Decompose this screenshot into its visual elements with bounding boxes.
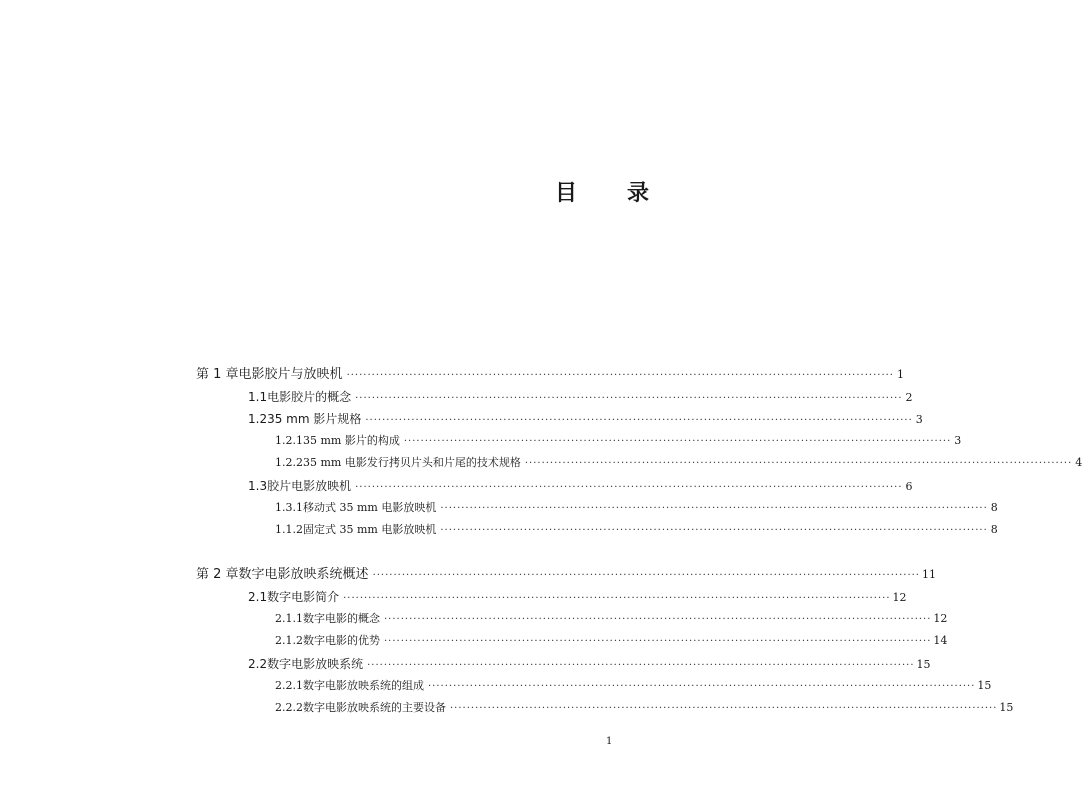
leader-dots: ··································································································································· <box>440 525 988 536</box>
toc-entry-number: 1.2 <box>248 412 268 426</box>
toc-entry-title: 数字电影放映系统的主要设备 <box>303 701 446 714</box>
toc-entry-section-1-1[interactable] <box>248 387 913 407</box>
toc-entry-title: 35 mm 电影发行拷贝片头和片尾的技术规格 <box>303 456 521 469</box>
toc-entry-number: 1.3 <box>248 479 268 493</box>
toc-entry-number: 2.2.1 <box>275 679 303 692</box>
leader-dots: ··································································································································· <box>355 482 903 493</box>
leader-dots: ··································································································································· <box>343 593 891 604</box>
toc-entry-number: 1.2.2 <box>275 456 303 469</box>
toc-entry-number: 2.2 <box>248 657 268 671</box>
toc-entry-title: 胶片电影放映机 <box>267 479 352 493</box>
toc-entry-title: 电影胶片与放映机 <box>238 367 343 382</box>
toc-entry-page: 8 <box>990 501 998 514</box>
leader-dots: ··································································································································· <box>346 370 894 381</box>
toc-entry-title: 数字电影放映系统的组成 <box>303 679 424 692</box>
leader-dots: ··································································································································· <box>428 681 976 692</box>
toc-entry-title: 35 mm 影片规格 <box>267 412 362 426</box>
toc-entry-chapter-1[interactable] <box>196 365 904 385</box>
toc-entry-title: 电影胶片的概念 <box>267 390 352 404</box>
leader-dots: ··································································································································· <box>365 415 913 426</box>
toc-entry-number: 1.1 <box>248 390 268 404</box>
toc-entry-page: 1 <box>896 368 904 381</box>
toc-entry-subsection-2-1-1[interactable] <box>275 609 948 629</box>
toc-entry-title: 固定式 35 mm 电影放映机 <box>303 523 437 536</box>
leader-dots: ··································································································································· <box>384 614 932 625</box>
toc-entry-page: 8 <box>990 523 998 536</box>
toc-entry-page: 12 <box>892 591 907 604</box>
leader-dots: ··································································································································· <box>524 458 1073 469</box>
toc-entry-section-2-2[interactable] <box>248 654 931 674</box>
toc-entry-subsection-2-2-1[interactable] <box>275 676 992 696</box>
toc-entry-number: 2.1.1 <box>275 612 303 625</box>
toc-entry-title: 数字电影的优势 <box>303 634 380 647</box>
toc-entry-title: 数字电影放映系统概述 <box>238 567 369 582</box>
toc-entry-number: 第 1 章 <box>196 367 239 382</box>
toc-entry-title: 移动式 35 mm 电影放映机 <box>303 501 437 514</box>
toc-entry-number: 2.2.2 <box>275 701 303 714</box>
toc-entry-section-1-2[interactable] <box>248 409 923 429</box>
toc-entry-number: 1.2.1 <box>275 434 303 447</box>
toc-entry-title: 35 mm 影片的构成 <box>303 434 400 447</box>
page-title: 目 录 <box>555 181 664 206</box>
toc-entry-section-2-1[interactable] <box>248 587 907 607</box>
toc-entry-subsection-1-2-2[interactable] <box>275 453 1082 473</box>
toc-entry-page: 15 <box>977 679 992 692</box>
toc-entry-page: 3 <box>915 413 923 426</box>
leader-dots: ··································································································································· <box>403 436 952 447</box>
page-number: 1 <box>606 736 613 747</box>
toc-entry-page: 2 <box>905 391 913 404</box>
toc-entry-subsection-2-1-2[interactable] <box>275 631 948 651</box>
toc-entry-page: 6 <box>905 480 913 493</box>
toc-entry-subsection-2-2-2[interactable] <box>275 698 1014 718</box>
toc-entry-subsection-1-2-1[interactable] <box>275 431 962 451</box>
leader-dots: ··································································································································· <box>384 636 932 647</box>
leader-dots: ··································································································································· <box>367 660 915 671</box>
leader-dots: ··································································································································· <box>372 570 920 581</box>
toc-entry-number: 1.1.2 <box>275 523 303 536</box>
toc-entry-title: 数字电影的概念 <box>303 612 380 625</box>
toc-entry-chapter-2[interactable] <box>196 565 936 585</box>
toc-entry-title: 数字电影放映系统 <box>267 657 364 671</box>
toc-entry-page: 3 <box>954 434 962 447</box>
toc-entry-subsection-1-1-2[interactable] <box>275 520 998 540</box>
toc-entry-page: 4 <box>1075 456 1082 469</box>
leader-dots: ··································································································································· <box>355 393 903 404</box>
leader-dots: ··································································································································· <box>440 503 988 514</box>
toc-entry-number: 2.1.2 <box>275 634 303 647</box>
toc-entry-number: 1.3.1 <box>275 501 303 514</box>
toc-entry-subsection-1-3-1[interactable] <box>275 498 998 518</box>
toc-entry-section-1-3[interactable] <box>248 476 913 496</box>
toc-entry-page: 14 <box>933 634 948 647</box>
toc-entry-page: 15 <box>999 701 1014 714</box>
leader-dots: ··································································································································· <box>450 703 998 714</box>
toc-entry-page: 12 <box>933 612 948 625</box>
toc-entry-page: 15 <box>916 658 931 671</box>
toc-entry-title: 数字电影简介 <box>267 590 340 604</box>
toc-entry-number: 第 2 章 <box>196 567 239 582</box>
toc-entry-number: 2.1 <box>248 590 268 604</box>
toc-entry-page: 11 <box>921 568 936 581</box>
